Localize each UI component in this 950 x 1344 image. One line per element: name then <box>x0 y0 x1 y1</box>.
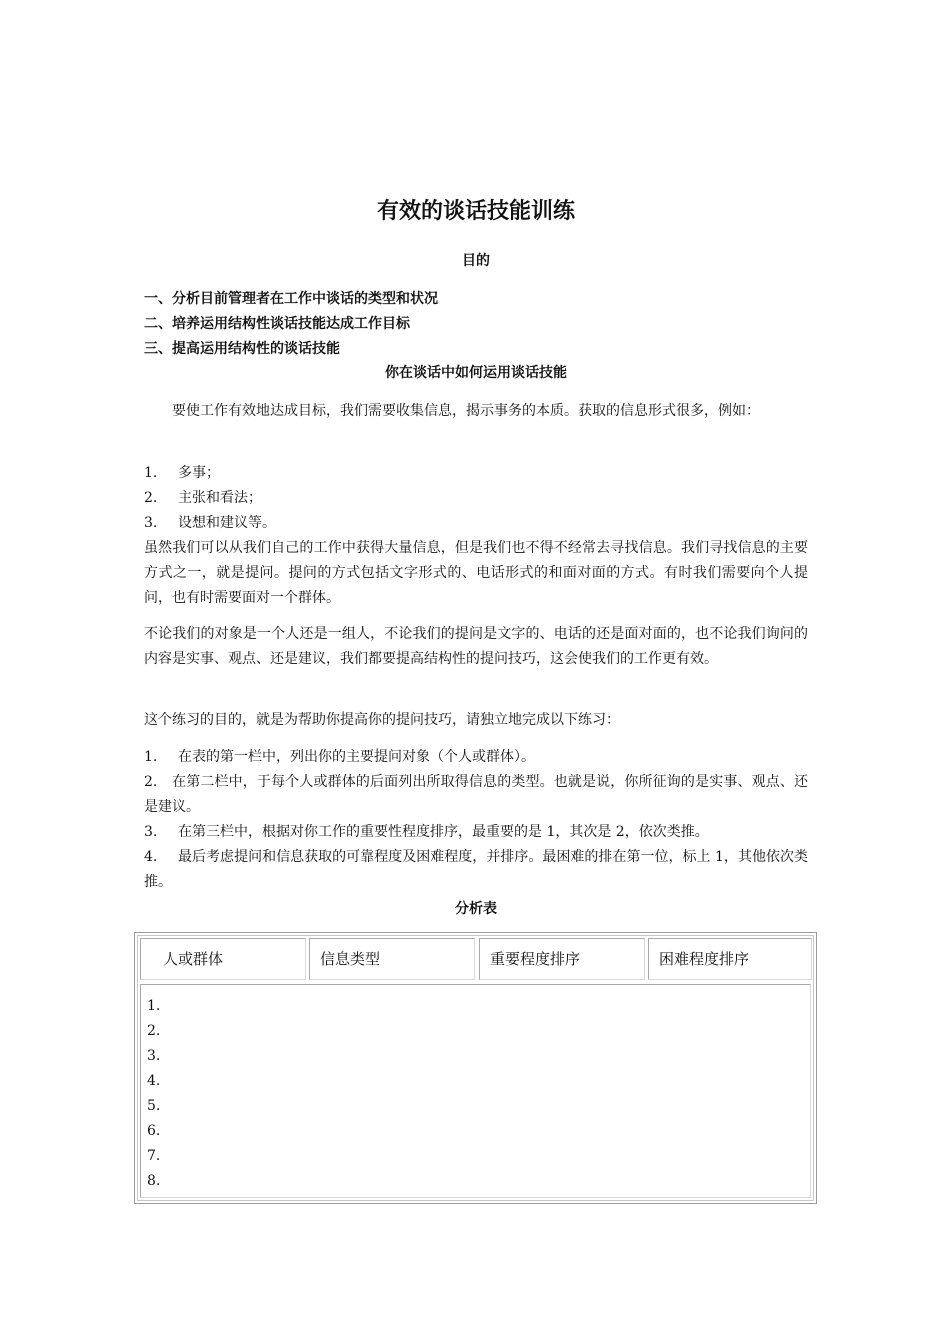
step-text: 最后考虑提问和信息获取的可靠程度及困难程度，并排序。最困难的排在第一位，标上 1，其他依次类推。 <box>144 849 808 890</box>
table-header-row <box>140 938 811 980</box>
header-person-or-group: 人或群体 <box>140 938 306 980</box>
header-difficulty-rank: 困难程度排序 <box>648 938 812 980</box>
table-row-number: 4. <box>147 1073 161 1089</box>
table-row-number: 2. <box>147 1023 161 1039</box>
step-item <box>144 820 808 845</box>
objectives-heading: 目的 <box>462 253 490 269</box>
table-row-number: 5. <box>147 1098 161 1114</box>
step-number: 2. <box>144 774 158 790</box>
list-item <box>144 511 808 536</box>
list-number: 3. <box>144 515 158 531</box>
objective-item: 二、培养运用结构性谈话技能达成工作目标 <box>144 316 410 332</box>
body-paragraph: 虽然我们可以从我们自己的工作中获得大量信息，但是我们也不得不经常去寻找信息。我们寻找信息的主要方式之一，就是提问。提问的方式包括文字形式的、电话形式的和面对面的方式。有时我们需要向个人提问，也有时需要面对一个群体。 <box>144 540 808 606</box>
objective-item: 三、提高运用结构性的谈话技能 <box>144 341 340 357</box>
table-title: 分析表 <box>455 901 497 917</box>
header-info-type: 信息类型 <box>309 938 475 980</box>
step-number: 4. <box>144 849 158 865</box>
list-text: 设想和建议等。 <box>178 515 276 531</box>
section-heading: 你在谈话中如何运用谈话技能 <box>385 365 567 381</box>
list-number: 2. <box>144 490 158 506</box>
intro-paragraph: 要使工作有效地达成目标，我们需要收集信息，揭示事务的本质。获取的信息形式很多，例如： <box>172 403 760 419</box>
table-row-number: 3. <box>147 1048 161 1064</box>
step-text: 在第二栏中，于每个人或群体的后面列出所取得信息的类型。也就是说，你所征询的是实事、观点、还是建议。 <box>144 774 808 815</box>
table-body-cell[interactable] <box>140 984 811 1198</box>
document-title: 有效的谈话技能训练 <box>376 199 575 224</box>
list-item <box>144 461 808 486</box>
table-row-number: 7. <box>147 1148 161 1164</box>
analysis-table-inner <box>137 935 814 1201</box>
table-row-number: 1. <box>147 998 161 1014</box>
step-number: 1. <box>144 749 158 765</box>
list-text: 多事； <box>178 465 220 481</box>
objective-item: 一、分析目前管理者在工作中谈话的类型和状况 <box>144 291 438 307</box>
step-item <box>144 770 808 820</box>
header-importance-rank: 重要程度排序 <box>479 938 645 980</box>
table-row-number: 8. <box>147 1173 161 1189</box>
analysis-table <box>134 932 817 1204</box>
step-number: 3. <box>144 824 158 840</box>
step-item <box>144 845 808 895</box>
body-paragraph: 不论我们的对象是一个人还是一组人，不论我们的提问是文字的、电话的还是面对面的，也不论我们询问的内容是实事、观点、还是建议，我们都要提高结构性的提问技巧，这会使我们的工作更有效。 <box>144 626 808 667</box>
table-row-number: 6. <box>147 1123 161 1139</box>
list-number: 1. <box>144 465 158 481</box>
step-item <box>144 745 808 770</box>
step-text: 在表的第一栏中，列出你的主要提问对象（个人或群体）。 <box>178 749 535 765</box>
step-text: 在第三栏中，根据对你工作的重要性程度排序，最重要的是 1，其次是 2，依次类推。 <box>178 824 709 840</box>
list-item <box>144 486 808 511</box>
body-paragraph: 这个练习的目的，就是为帮助你提高你的提问技巧，请独立地完成以下练习： <box>144 712 620 728</box>
list-text: 主张和看法； <box>178 490 262 506</box>
